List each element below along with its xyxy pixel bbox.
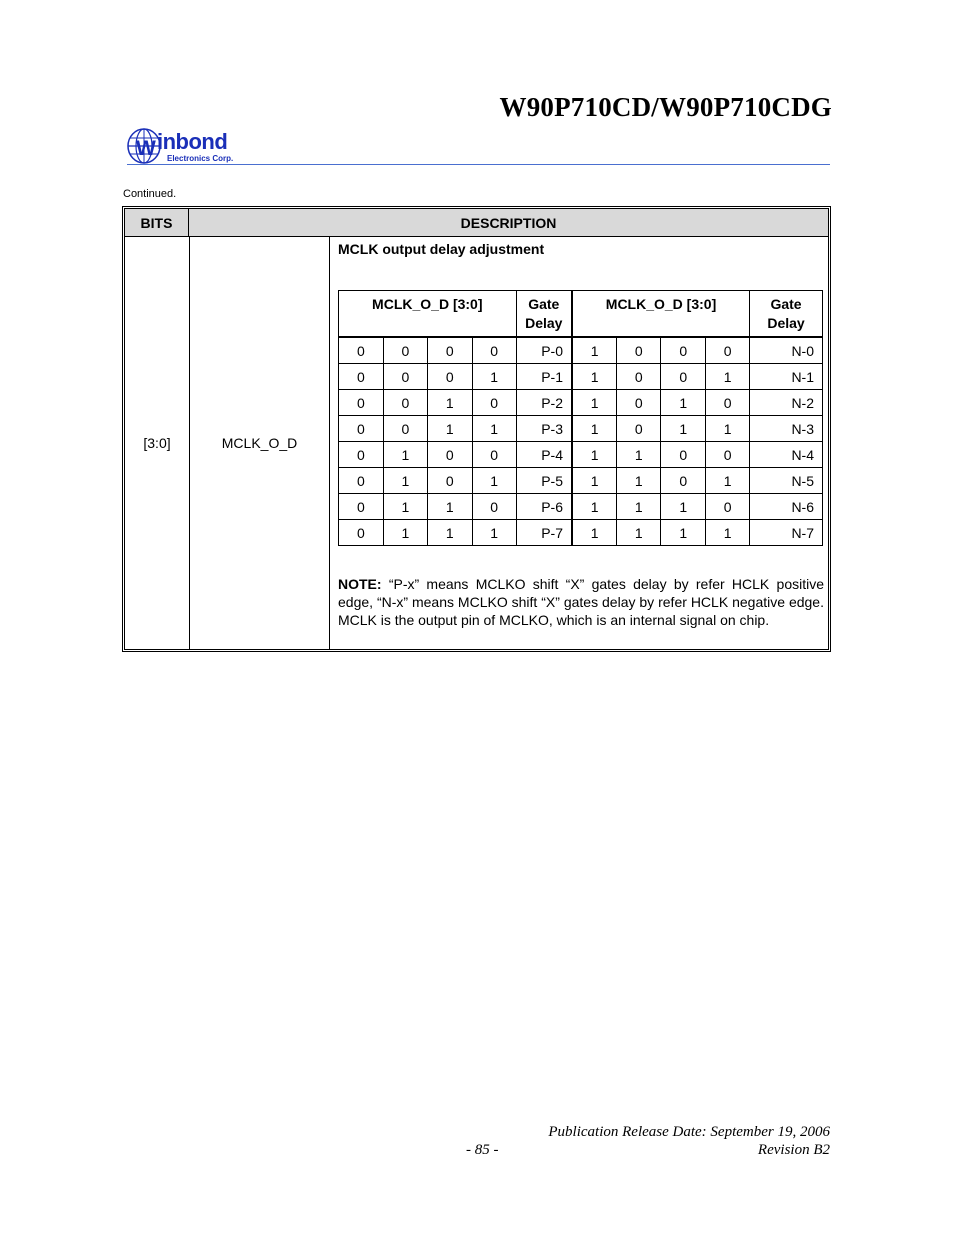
bit-cell: 1 [661, 520, 706, 546]
delay-table-header: MCLK_O_D [3:0] [339, 291, 517, 338]
bit-cell: 1 [661, 416, 706, 442]
note-paragraph [338, 575, 824, 629]
bit-cell: 1 [472, 468, 516, 494]
bit-cell: 0 [472, 494, 516, 520]
bit-cell: 1 [572, 364, 617, 390]
gate-delay-cell: P-5 [516, 468, 572, 494]
bit-cell: 1 [617, 468, 661, 494]
bit-cell: 0 [339, 468, 384, 494]
bit-cell: 1 [427, 520, 472, 546]
document-title: W90P710CD/W90P710CDG [499, 92, 832, 122]
delay-table-row [339, 337, 823, 364]
bit-cell: 1 [572, 442, 617, 468]
bit-cell: 0 [706, 390, 750, 416]
column-header-description: DESCRIPTION [189, 209, 828, 237]
logo-subtitle: Electronics Corp. [167, 154, 234, 163]
bit-cell: 1 [706, 468, 750, 494]
bit-cell: 1 [472, 416, 516, 442]
delay-table-row [339, 494, 823, 520]
gate-delay-cell: P-2 [516, 390, 572, 416]
bit-cell: 0 [383, 364, 427, 390]
bit-cell: 1 [572, 520, 617, 546]
header-divider [127, 164, 830, 165]
gate-delay-cell: P-6 [516, 494, 572, 520]
bit-cell: 0 [383, 416, 427, 442]
bits-cell: [3:0] [143, 435, 171, 451]
bit-cell: 1 [472, 520, 516, 546]
delay-table [338, 290, 823, 546]
bit-cell: 0 [661, 442, 706, 468]
delay-table-header: Gate Delay [516, 291, 572, 338]
bit-cell: 1 [706, 520, 750, 546]
gate-delay-cell: N-0 [750, 337, 823, 364]
delay-table-header: MCLK_O_D [3:0] [572, 291, 750, 338]
bit-cell: 0 [661, 468, 706, 494]
bit-cell: 1 [617, 494, 661, 520]
gate-delay-cell: N-5 [750, 468, 823, 494]
bit-cell: 1 [617, 520, 661, 546]
bit-cell: 0 [706, 494, 750, 520]
gate-delay-cell: N-1 [750, 364, 823, 390]
bit-cell: 1 [383, 494, 427, 520]
gate-delay-cell: P-0 [516, 337, 572, 364]
bit-cell: 1 [472, 364, 516, 390]
delay-table-row [339, 364, 823, 390]
gate-delay-cell: N-7 [750, 520, 823, 546]
bit-cell: 0 [661, 337, 706, 364]
note-text: “P-x” means MCLKO shift “X” gates delay by refer HCLK positive edge, “N-x” means MCLKO shift “X” gates delay by refer HCLK negative edge. MCLK is the output pin of MCLKO, which is an internal signal on chip. [338, 576, 825, 628]
description-title: MCLK output delay adjustment [338, 241, 545, 257]
bit-cell: 1 [661, 494, 706, 520]
gate-delay-cell: N-2 [750, 390, 823, 416]
bit-cell: 0 [427, 468, 472, 494]
bit-cell: 0 [339, 390, 384, 416]
bit-cell: 0 [472, 390, 516, 416]
bit-cell: 0 [472, 337, 516, 364]
footer-release-date: Publication Release Date: September 19, 2006 [548, 1124, 830, 1140]
bit-cell: 0 [617, 390, 661, 416]
bit-cell: 0 [339, 442, 384, 468]
gate-delay-cell: N-6 [750, 494, 823, 520]
bit-cell: 1 [427, 494, 472, 520]
bit-cell: 0 [383, 390, 427, 416]
bit-cell: 0 [339, 520, 384, 546]
delay-table-row [339, 520, 823, 546]
bit-cell: 1 [661, 390, 706, 416]
bit-cell: 0 [617, 416, 661, 442]
bit-cell: 0 [427, 364, 472, 390]
field-name-cell: MCLK_O_D [221, 435, 298, 451]
bit-cell: 0 [339, 416, 384, 442]
footer-revision: Revision B2 [757, 1142, 830, 1158]
column-divider [329, 237, 330, 649]
bit-cell: 0 [706, 337, 750, 364]
column-header-bits: BITS [125, 209, 189, 237]
bit-cell: 1 [427, 390, 472, 416]
gate-delay-cell: P-3 [516, 416, 572, 442]
bit-cell: 0 [661, 364, 706, 390]
bit-cell: 1 [572, 390, 617, 416]
gate-delay-cell: N-4 [750, 442, 823, 468]
bit-cell: 1 [572, 416, 617, 442]
note-label: NOTE: [338, 576, 382, 592]
bit-cell: 0 [339, 494, 384, 520]
gate-delay-cell: N-3 [750, 416, 823, 442]
bit-cell: 1 [427, 416, 472, 442]
register-table [122, 206, 831, 652]
winbond-logo [127, 125, 252, 165]
bit-cell: 1 [572, 468, 617, 494]
bit-cell: 1 [572, 337, 617, 364]
delay-table-row [339, 442, 823, 468]
continued-label: Continued. [123, 188, 177, 200]
bit-cell: 1 [572, 494, 617, 520]
bit-cell: 1 [706, 364, 750, 390]
bit-cell: 0 [617, 364, 661, 390]
bit-cell: 0 [339, 337, 384, 364]
svg-text:W: W [136, 137, 156, 160]
bit-cell: 1 [383, 468, 427, 494]
gate-delay-cell: P-1 [516, 364, 572, 390]
bit-cell: 0 [427, 337, 472, 364]
delay-table-row [339, 390, 823, 416]
bit-cell: 0 [617, 337, 661, 364]
bit-cell: 1 [706, 416, 750, 442]
bit-cell: 0 [427, 442, 472, 468]
gate-delay-cell: P-4 [516, 442, 572, 468]
bit-cell: 1 [617, 442, 661, 468]
bit-cell: 0 [383, 337, 427, 364]
bit-cell: 1 [383, 442, 427, 468]
delay-table-row [339, 468, 823, 494]
delay-table-row [339, 416, 823, 442]
logo-wordmark: inbond [157, 129, 228, 154]
bit-cell: 0 [472, 442, 516, 468]
bit-cell: 0 [706, 442, 750, 468]
gate-delay-cell: P-7 [516, 520, 572, 546]
footer-page-number: - 85 - [466, 1142, 499, 1158]
delay-table-header: Gate Delay [750, 291, 823, 338]
bit-cell: 1 [383, 520, 427, 546]
bit-cell: 0 [339, 364, 384, 390]
